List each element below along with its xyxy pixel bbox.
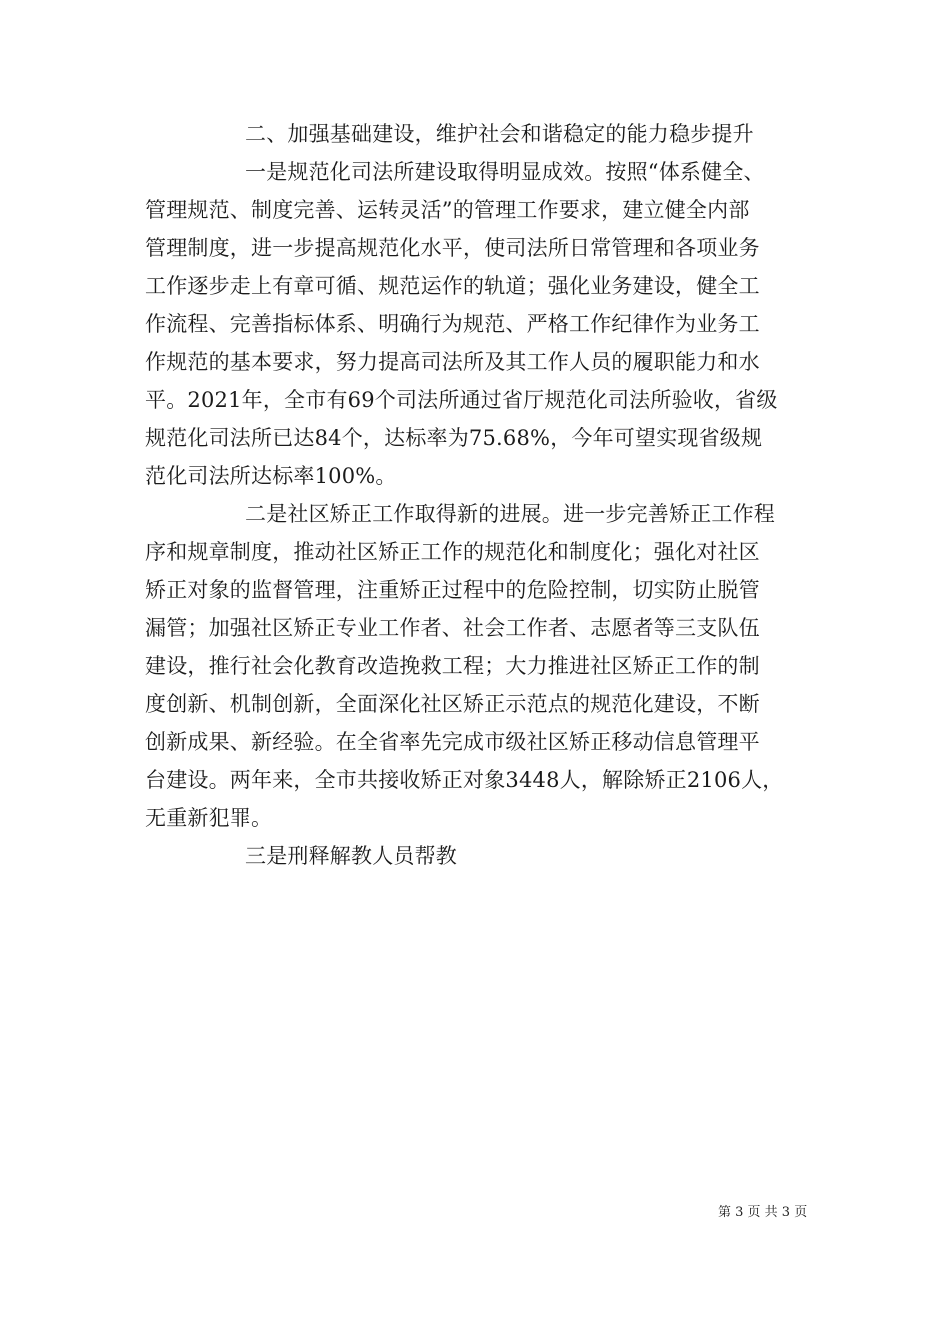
paragraph-2-line: 台建设。两年来，全市共接收矫正对象3448人，解除矫正2106人， <box>145 768 784 792</box>
paragraph-2-line: 无重新犯罪。 <box>145 806 273 830</box>
paragraph-1-line: 平。2021年，全市有69个司法所通过省厅规范化司法所验收，省级 <box>145 388 778 412</box>
paragraph-1-line: 一是规范化司法所建设取得明显成效。按照“体系健全、 <box>245 160 765 184</box>
page-number-footer: 第 3 页 共 3 页 <box>718 1205 808 1220</box>
paragraph-1-line: 范化司法所达标率100%。 <box>145 464 397 488</box>
paragraph-2-line: 二是社区矫正工作取得新的进展。进一步完善矫正工作程 <box>245 502 775 526</box>
paragraph-1-line: 作规范的基本要求，努力提高司法所及其工作人员的履职能力和水 <box>145 350 760 374</box>
section-heading: 二、加强基础建设，维护社会和谐稳定的能力稳步提升 <box>245 122 754 146</box>
paragraph-1-line: 管理制度，进一步提高规范化水平，使司法所日常管理和各项业务 <box>145 236 760 260</box>
paragraph-2-line: 序和规章制度，推动社区矫正工作的规范化和制度化；强化对社区 <box>145 540 760 564</box>
paragraph-2-line: 矫正对象的监督管理，注重矫正过程中的危险控制，切实防止脱管 <box>145 578 760 602</box>
paragraph-1-line: 作流程、完善指标体系、明确行为规范、严格工作纪律作为业务工 <box>145 312 760 336</box>
paragraph-1-line: 管理规范、制度完善、运转灵活”的管理工作要求，建立健全内部 <box>145 198 750 222</box>
paragraph-2-line: 建设，推行社会化教育改造挽救工程；大力推进社区矫正工作的制 <box>145 654 760 678</box>
paragraph-3-line: 三是刑释解教人员帮教 <box>245 844 457 868</box>
paragraph-2-line: 创新成果、新经验。在全省率先完成市级社区矫正移动信息管理平 <box>145 730 760 754</box>
paragraph-1-line: 规范化司法所已达84个，达标率为75.68%，今年可望实现省级规 <box>145 426 763 450</box>
paragraph-2-line: 度创新、机制创新，全面深化社区矫正示范点的规范化建设，不断 <box>145 692 760 716</box>
paragraph-2-line: 漏管；加强社区矫正专业工作者、社会工作者、志愿者等三支队伍 <box>145 616 760 640</box>
paragraph-1-line: 工作逐步走上有章可循、规范运作的轨道；强化业务建设，健全工 <box>145 274 760 298</box>
